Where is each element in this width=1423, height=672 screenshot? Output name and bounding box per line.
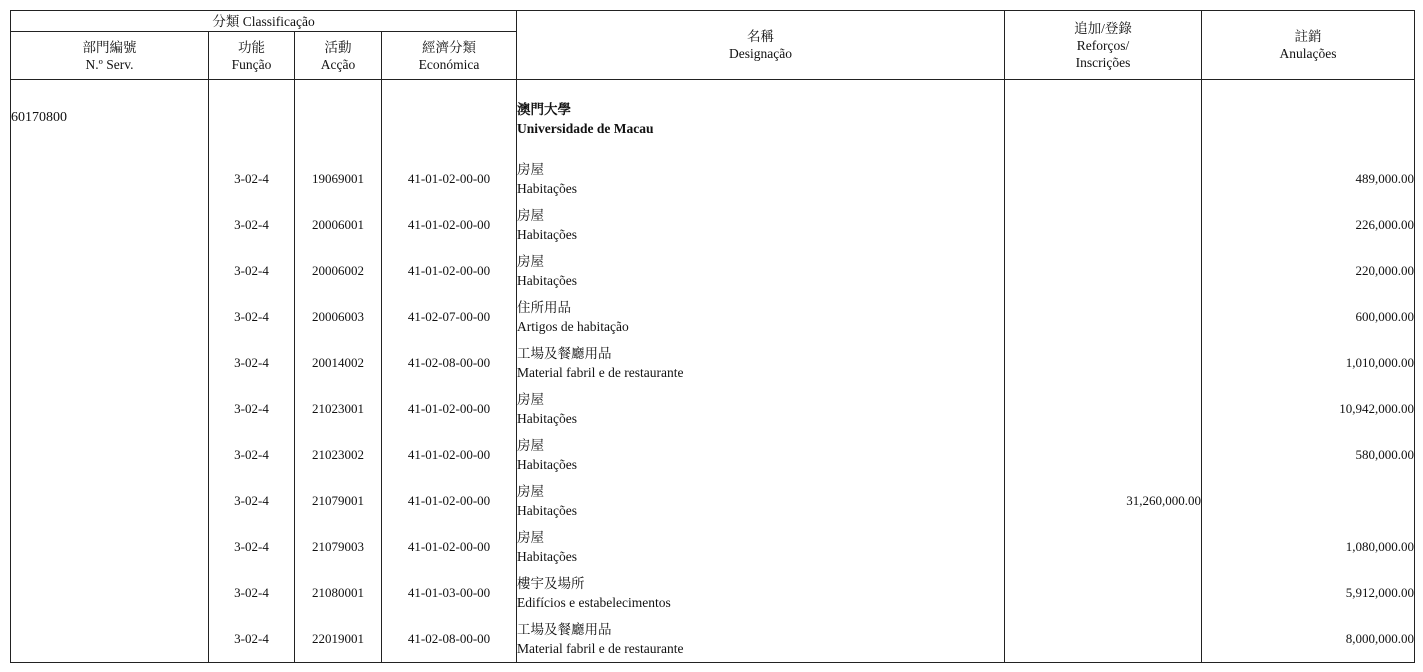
- accao-cell-empty: [295, 80, 382, 157]
- servico-cell: [11, 340, 209, 386]
- reforcos-cell-empty: [1005, 80, 1202, 157]
- anulacoes-cell: 580,000.00: [1202, 432, 1415, 478]
- accao-header: [295, 32, 382, 80]
- accao-cell: 19069001: [295, 156, 382, 202]
- designacao-pt: Habitações: [517, 549, 578, 564]
- anulacoes-header-zh: 註銷: [1294, 29, 1322, 44]
- designacao-pt: Edifícios e estabelecimentos: [517, 595, 671, 610]
- economica-cell: 41-01-02-00-00: [382, 156, 517, 202]
- anulacoes-header: [1202, 11, 1415, 80]
- designacao-header: [517, 11, 1005, 80]
- designacao-pt: Material fabril e de restaurante: [517, 365, 684, 380]
- reforcos-header-pt1: Reforços/: [1076, 37, 1130, 53]
- budget-table: [10, 10, 1415, 663]
- funcao-cell: 3-02-4: [209, 294, 295, 340]
- funcao-cell-empty: [209, 80, 295, 157]
- reforcos-cell: [1005, 248, 1202, 294]
- servico-cell: [11, 524, 209, 570]
- servico-cell: [11, 432, 209, 478]
- economica-header-pt: Económica: [418, 56, 480, 72]
- designacao-pt: Habitações: [517, 411, 578, 426]
- anulacoes-cell: 1,080,000.00: [1202, 524, 1415, 570]
- anulacoes-cell: 489,000.00: [1202, 156, 1415, 202]
- economica-cell: 41-02-08-00-00: [382, 616, 517, 663]
- accao-cell: 21079003: [295, 524, 382, 570]
- designacao-pt: Habitações: [517, 227, 578, 242]
- servico-cell: [11, 478, 209, 524]
- reforcos-cell: [1005, 294, 1202, 340]
- anulacoes-cell: 1,010,000.00: [1202, 340, 1415, 386]
- funcao-cell: 3-02-4: [209, 248, 295, 294]
- table-row: [11, 386, 1415, 432]
- funcao-cell: 3-02-4: [209, 386, 295, 432]
- economica-cell: 41-01-02-00-00: [382, 432, 517, 478]
- designacao-zh: 工場及餐廳用品: [517, 622, 612, 637]
- designacao-pt: Habitações: [517, 503, 578, 518]
- economica-cell: 41-01-02-00-00: [382, 386, 517, 432]
- reforcos-cell: 31,260,000.00: [1005, 478, 1202, 524]
- funcao-header: [209, 32, 295, 80]
- accao-header-pt: Acção: [320, 56, 356, 72]
- reforcos-cell: [1005, 432, 1202, 478]
- servico-header: [11, 32, 209, 80]
- designacao-cell: [517, 432, 1005, 478]
- designacao-cell: [517, 202, 1005, 248]
- accao-cell: 21079001: [295, 478, 382, 524]
- accao-cell: 20014002: [295, 340, 382, 386]
- anulacoes-cell: 600,000.00: [1202, 294, 1415, 340]
- designacao-cell: [517, 386, 1005, 432]
- funcao-cell: 3-02-4: [209, 524, 295, 570]
- economica-cell: 41-02-07-00-00: [382, 294, 517, 340]
- anulacoes-cell-empty: [1202, 80, 1415, 157]
- anulacoes-cell: [1202, 478, 1415, 524]
- accao-cell: 20006001: [295, 202, 382, 248]
- classificacao-header: 分類 Classificação: [11, 11, 517, 32]
- servico-code: 60170800: [11, 80, 209, 157]
- designacao-zh: 房屋: [517, 162, 545, 177]
- funcao-header-pt: Função: [231, 56, 272, 72]
- table-row: [11, 616, 1415, 663]
- funcao-cell: 3-02-4: [209, 156, 295, 202]
- designacao-cell: [517, 156, 1005, 202]
- entity-row: [11, 80, 1415, 157]
- table-row: [11, 570, 1415, 616]
- anulacoes-cell: 226,000.00: [1202, 202, 1415, 248]
- designacao-pt: Habitações: [517, 181, 578, 196]
- reforcos-cell: [1005, 340, 1202, 386]
- servico-header-pt: N.º Serv.: [85, 56, 134, 72]
- designacao-pt: Artigos de habitação: [517, 319, 629, 334]
- entity-designacao: [517, 80, 1005, 157]
- economica-cell-empty: [382, 80, 517, 157]
- entity-name-zh: 澳門大學: [517, 102, 572, 117]
- designacao-zh: 房屋: [517, 530, 545, 545]
- servico-cell: [11, 202, 209, 248]
- funcao-header-zh: 功能: [238, 39, 265, 55]
- accao-cell: 21023001: [295, 386, 382, 432]
- funcao-cell: 3-02-4: [209, 340, 295, 386]
- anulacoes-cell: 10,942,000.00: [1202, 386, 1415, 432]
- designacao-cell: [517, 570, 1005, 616]
- reforcos-cell: [1005, 202, 1202, 248]
- accao-cell: 21023002: [295, 432, 382, 478]
- table-row: [11, 202, 1415, 248]
- designacao-zh: 工場及餐廳用品: [517, 346, 612, 361]
- anulacoes-cell: 220,000.00: [1202, 248, 1415, 294]
- servico-cell: [11, 570, 209, 616]
- designacao-pt: Habitações: [517, 457, 578, 472]
- table-row: [11, 156, 1415, 202]
- table-row: [11, 294, 1415, 340]
- accao-cell: 20006003: [295, 294, 382, 340]
- designacao-zh: 樓宇及場所: [517, 576, 585, 591]
- reforcos-cell: [1005, 156, 1202, 202]
- reforcos-cell: [1005, 386, 1202, 432]
- servico-cell: [11, 386, 209, 432]
- reforcos-cell: [1005, 570, 1202, 616]
- table-row: [11, 478, 1415, 524]
- designacao-zh: 房屋: [517, 208, 545, 223]
- designacao-cell: [517, 616, 1005, 663]
- accao-cell: 20006002: [295, 248, 382, 294]
- designacao-zh: 房屋: [517, 484, 545, 499]
- designacao-zh: 房屋: [517, 254, 545, 269]
- servico-cell: [11, 616, 209, 663]
- funcao-cell: 3-02-4: [209, 478, 295, 524]
- funcao-cell: 3-02-4: [209, 570, 295, 616]
- reforcos-cell: [1005, 616, 1202, 663]
- funcao-cell: 3-02-4: [209, 202, 295, 248]
- servico-cell: [11, 156, 209, 202]
- accao-header-zh: 活動: [324, 39, 352, 55]
- designacao-header-zh: 名稱: [747, 29, 775, 44]
- table-row: [11, 432, 1415, 478]
- funcao-cell: 3-02-4: [209, 432, 295, 478]
- accao-cell: 21080001: [295, 570, 382, 616]
- economica-cell: 41-01-02-00-00: [382, 524, 517, 570]
- designacao-cell: [517, 248, 1005, 294]
- designacao-zh: 房屋: [517, 438, 545, 453]
- table-row: [11, 340, 1415, 386]
- servico-header-zh: 部門編號: [82, 39, 137, 55]
- accao-cell: 22019001: [295, 616, 382, 663]
- designacao-pt: Habitações: [517, 273, 578, 288]
- economica-header: [382, 32, 517, 80]
- funcao-cell: 3-02-4: [209, 616, 295, 663]
- economica-cell: 41-01-03-00-00: [382, 570, 517, 616]
- reforcos-header-zh: 追加/登錄: [1074, 20, 1132, 36]
- reforcos-header: [1005, 11, 1202, 80]
- servico-cell: [11, 294, 209, 340]
- economica-cell: 41-01-02-00-00: [382, 248, 517, 294]
- economica-header-zh: 經濟分類: [422, 39, 477, 55]
- entity-name-pt: Universidade de Macau: [517, 121, 654, 136]
- table-row: [11, 524, 1415, 570]
- anulacoes-cell: 5,912,000.00: [1202, 570, 1415, 616]
- economica-cell: 41-01-02-00-00: [382, 478, 517, 524]
- reforcos-cell: [1005, 524, 1202, 570]
- reforcos-header-pt2: Inscrições: [1075, 54, 1131, 70]
- anulacoes-header-pt: Anulações: [1279, 46, 1337, 61]
- designacao-zh: 住所用品: [517, 300, 572, 315]
- anulacoes-cell: 8,000,000.00: [1202, 616, 1415, 663]
- designacao-cell: [517, 340, 1005, 386]
- designacao-zh: 房屋: [517, 392, 545, 407]
- designacao-cell: [517, 478, 1005, 524]
- economica-cell: 41-02-08-00-00: [382, 340, 517, 386]
- designacao-pt: Material fabril e de restaurante: [517, 641, 684, 656]
- designacao-cell: [517, 524, 1005, 570]
- designacao-cell: [517, 294, 1005, 340]
- servico-cell: [11, 248, 209, 294]
- table-row: [11, 248, 1415, 294]
- economica-cell: 41-01-02-00-00: [382, 202, 517, 248]
- designacao-header-pt: Designação: [729, 46, 793, 61]
